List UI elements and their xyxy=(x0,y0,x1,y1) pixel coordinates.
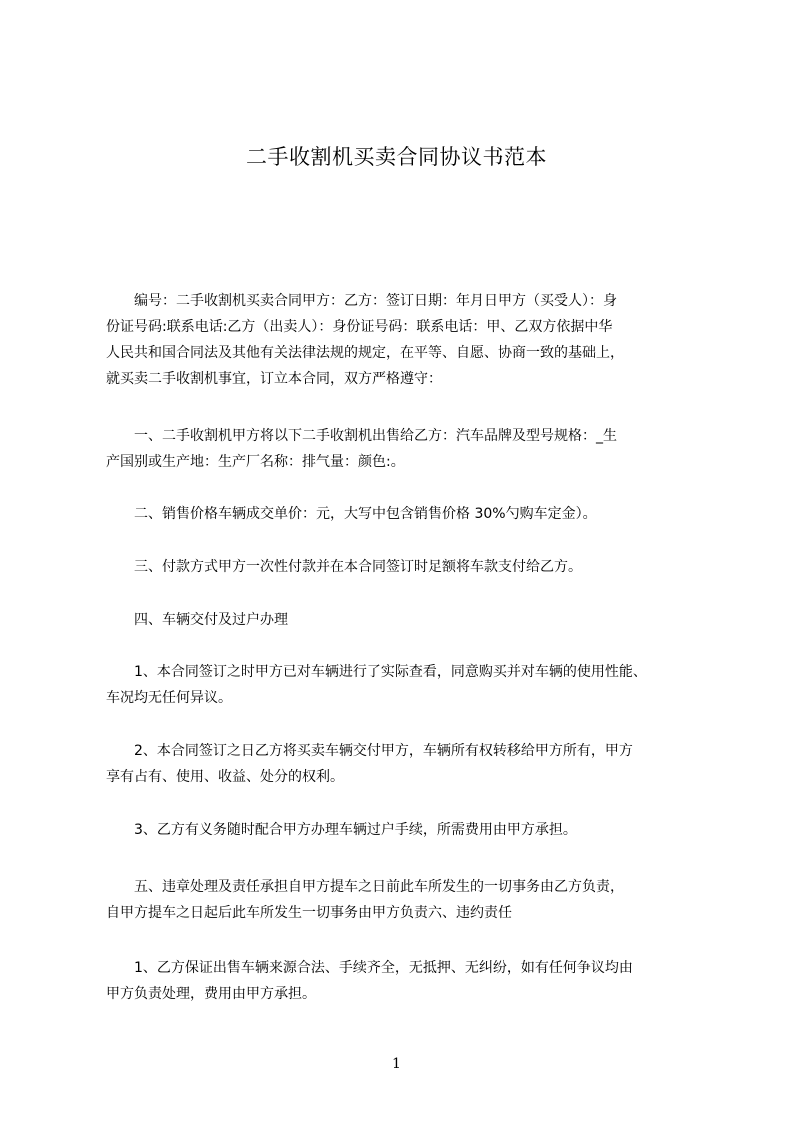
section-4-item-1 xyxy=(106,659,726,711)
section-4-item-2-line: 享有占有、使用、收益、处分的权利。 xyxy=(106,769,344,785)
intro-line: 就买卖二手收割机事宜，订立本合同，双方严格遵守： xyxy=(106,371,442,387)
section-4-item-3-line: 3、乙方有义务随时配合甲方办理车辆过户手续，所需费用由甲方承担。 xyxy=(106,822,577,838)
section-6-item-1-line: 1、乙方保证出售车辆来源合法、手续齐全，无抵押、无纠纷，如有任何争议均由 xyxy=(106,960,633,976)
section-4-heading-line: 四、车辆交付及过户办理 xyxy=(106,612,288,628)
section-4-heading xyxy=(106,607,726,633)
page-title: 二手收割机买卖合同协议书范本 xyxy=(246,145,547,169)
section-2-paragraph xyxy=(106,501,726,527)
section-3-paragraph xyxy=(106,554,726,580)
section-6-item-1 xyxy=(106,955,726,1007)
section-5-paragraph xyxy=(106,874,726,926)
intro-line: 人民共和国合同法及其他有关法律法规的规定，在平等、自愿、协商一致的基础上， xyxy=(106,345,624,361)
section-5-line: 五、违章处理及责任承担自甲方提车之日前此车所发生的一切事务由乙方负责， xyxy=(106,879,624,895)
section-1-line: 一、二手收割机甲方将以下二手收割机出售给乙方：汽车品牌及型号规格：_生 xyxy=(106,428,617,444)
section-1-paragraph xyxy=(106,423,726,475)
section-6-item-1-line: 甲方负责处理，费用由甲方承担。 xyxy=(106,986,316,1002)
section-4-item-1-line: 1、本合同签订之时甲方已对车辆进行了实际查看，同意购买并对车辆的使用性能、 xyxy=(106,664,647,680)
section-1-line: 产国别或生产地：生产厂名称：排气量：颜色:。 xyxy=(106,454,405,470)
section-2-line: 二、销售价格车辆成交单价：元，大写中包含销售价格 30%勺购车定金）。 xyxy=(106,506,597,522)
section-4-item-2-line: 2、本合同签订之日乙方将买卖车辆交付甲方，车辆所有权转移给甲方所有，甲方 xyxy=(106,743,633,759)
section-4-item-3 xyxy=(106,817,726,843)
section-4-item-2 xyxy=(106,738,726,790)
intro-line: 编号：二手收割机买卖合同甲方：乙方：签订日期：年月日甲方（买受人）：身 xyxy=(106,293,617,309)
page-number: 1 xyxy=(392,1056,401,1072)
section-3-line: 三、付款方式甲方一次性付款并在本合同签订时足额将车款支付给乙方。 xyxy=(106,559,582,575)
intro-paragraph xyxy=(106,288,726,392)
intro-line: 份证号码:联系电话:乙方（出卖人）：身份证号码：联系电话：甲、乙双方依据中华 xyxy=(106,319,613,335)
section-5-line: 自甲方提车之日起后此车所发生一切事务由甲方负责六、违约责任 xyxy=(106,905,512,921)
section-4-item-1-line: 车况均无任何异议。 xyxy=(106,690,232,706)
